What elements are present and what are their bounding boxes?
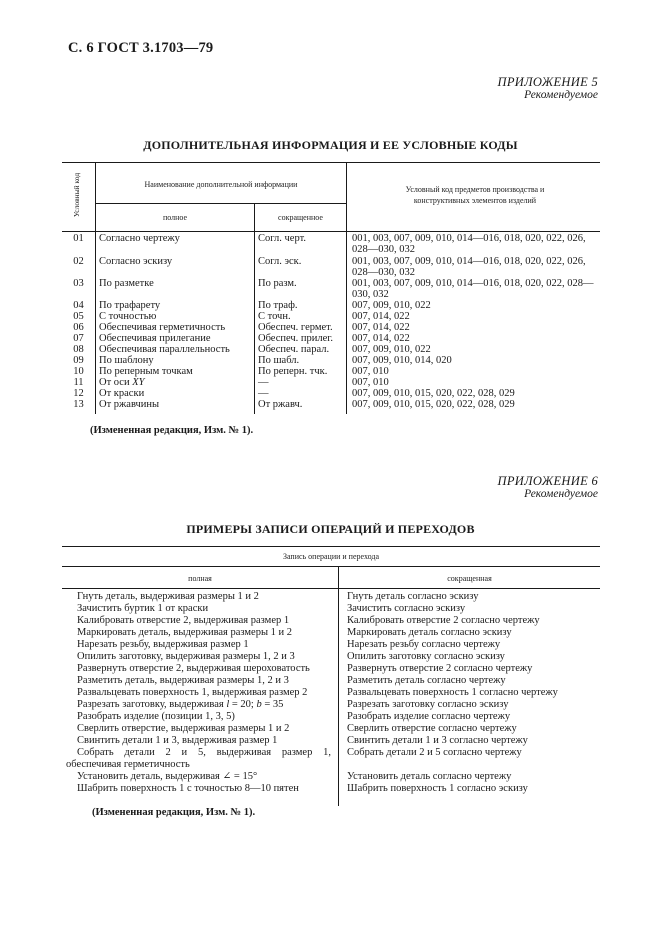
row-full: Нарезать резьбу, выдерживая размер 1 [77,639,249,650]
row-full: Сверлить отверстие, выдерживая размеры 1 и 2 [77,723,290,734]
row-short: Обеспеч. гермет. [258,322,333,333]
appendix-5-label-block [498,76,598,102]
row-short: Разметить деталь согласно чертежу [347,675,506,686]
table2-col-short: сокращенная [447,574,492,583]
row-full: Шабрить поверхность 1 с точностью 8—10 пятен [77,783,299,794]
appendix-5-status: Рекомендуемое [524,89,598,101]
row-full-continued: обеспечивая герметичность [66,759,190,770]
row-short: С точн. [258,311,291,322]
row-full: По трафарету [99,300,161,311]
row-code: 02 [73,256,84,267]
table2-vline [338,566,339,806]
row-full: Обеспечивая прилегание [99,333,211,344]
row-items: 001, 003, 007, 009, 010, 014—016, 018, 020, 022, 026, 028—030, 032 [352,233,586,255]
row-items: 007, 014, 022 [352,322,410,333]
appendix-6-label: ПРИЛОЖЕНИЕ 6 [497,474,598,488]
appendix-6-status: Рекомендуемое [524,488,598,500]
table2-note: (Измененная редакция, Изм. № 1). [92,807,256,818]
row-full: Обеспечивая параллельность [99,344,230,355]
appendix-5-label: ПРИЛОЖЕНИЕ 5 [497,75,598,89]
row-full: Согласно эскизу [99,256,173,267]
row-full: Калибровать отверстие 2, выдерживая размер 1 [77,615,290,626]
row-full: Развернуть отверстие 2, выдерживая шероховатость [77,663,310,674]
table1-col-name: Наименование дополнительной информации [144,180,298,189]
row-short: Установить деталь согласно чертежу [347,771,512,782]
row-items: 007, 014, 022 [352,333,410,344]
row-short: Опилить заготовку согласно эскизу [347,651,505,662]
row-short: — [258,377,269,388]
table2-header-rule [62,588,600,589]
row-short: Сверлить отверстие согласно чертежу [347,723,517,734]
row-short: По шабл. [258,355,300,366]
table1-vline-2 [254,203,255,414]
row-full: С точностью [99,311,157,322]
row-items: 007, 009, 010, 022 [352,300,431,311]
table2-title: ПРИМЕРЫ ЗАПИСИ ОПЕРАЦИЙ И ПЕРЕХОДОВ [186,522,475,536]
row-short: Согл. эск. [258,256,302,267]
row-code: 12 [73,388,84,399]
table1-subheader-rule [95,203,346,204]
row-items: 007, 009, 010, 015, 020, 022, 028, 029 [352,388,515,399]
row-short: Обеспеч. прилег. [258,333,334,344]
table2-col-group: Запись операции и перехода [282,552,380,561]
page-header: С. 6 ГОСТ 3.1703—79 [68,40,214,56]
row-full: Разрезать заготовку, выдерживая l = 20; b = 35 [77,699,284,710]
row-items: 007, 010 [352,366,389,377]
row-code: 11 [73,377,84,388]
row-code: 10 [73,366,84,377]
row-items: 007, 010 [352,377,389,388]
row-short: Согл. черт. [258,233,306,244]
row-short: Зачистить согласно эскизу [347,603,466,614]
row-code: 08 [73,344,84,355]
row-full: Развальцевать поверхность 1, выдерживая размер 2 [77,687,308,698]
row-short: По траф. [258,300,298,311]
table1-vline-1 [95,162,96,414]
row-code: 13 [73,399,84,410]
row-short: Маркировать деталь согласно эскизу [347,627,512,638]
row-short: Свинтить детали 1 и 3 согласно чертежу [347,735,528,746]
table1-header-rule [62,231,600,232]
row-full: Опилить заготовку, выдерживая размеры 1, 2 и 3 [77,651,295,662]
table1-top-rule [62,162,600,163]
row-code: 04 [73,300,84,311]
row-short: Нарезать резьбу согласно чертежу [347,639,501,650]
row-items: 007, 009, 010, 014, 020 [352,355,452,366]
row-short: Гнуть деталь согласно эскизу [347,591,479,602]
row-code: 01 [73,233,84,244]
table1-col-full: полное [162,213,188,222]
row-full: Обеспечивая герметичность [99,322,226,333]
row-code: 06 [73,322,84,333]
row-short: Разрезать заготовку согласно эскизу [347,699,509,710]
row-full: Собрать детали 2 и 5, выдерживая размер 1, [77,747,331,758]
row-short: Разобрать изделие согласно чертежу [347,711,511,722]
row-short: Калибровать отверстие 2 согласно чертежу [347,615,540,626]
row-full: Свинтить детали 1 и 3, выдерживая размер 1 [77,735,278,746]
table1-col-short: сокращенное [278,213,323,222]
row-items: 007, 009, 010, 015, 020, 022, 028, 029 [352,399,515,410]
row-full: Согласно чертежу [99,233,180,244]
table1-vline-3 [346,162,347,414]
row-full: Гнуть деталь, выдерживая размеры 1 и 2 [77,591,259,602]
row-full: От ржавчины [99,399,160,410]
row-short: По реперн. тчк. [258,366,328,377]
table2-col-full: полная [188,574,212,583]
row-short: — [258,388,269,399]
row-full: По реперным точкам [99,366,193,377]
row-full: Зачистить буртик 1 от краски [77,603,209,614]
row-full: Разобрать изделие (позиции 1, 3, 5) [77,711,235,722]
row-full: По разметке [99,278,154,289]
row-code: 07 [73,333,84,344]
row-items: 001, 003, 007, 009, 010, 014—016, 018, 020, 022, 028—030, 032 [352,278,594,300]
row-full: Маркировать деталь, выдерживая размеры 1 и 2 [77,627,293,638]
appendix-6-label-block [498,475,598,501]
row-items: 007, 009, 010, 022 [352,344,431,355]
table2-group-rule [62,566,600,567]
table1-col-code: Условный код [72,172,82,218]
row-short: Развальцевать поверхность 1 согласно чертежу [347,687,558,698]
row-full: От краски [99,388,145,399]
table2-top-rule [62,546,600,547]
row-full: Установить деталь, выдерживая ∠ = 15° [77,771,258,782]
row-short: Собрать детали 2 и 5 согласно чертежу [347,747,522,758]
row-code: 05 [73,311,84,322]
row-short: Обеспеч. парал. [258,344,330,355]
row-code: 09 [73,355,84,366]
row-full: По шаблону [99,355,154,366]
row-full: От оси XY [99,377,145,388]
row-short: Шабрить поверхность 1 согласно эскизу [347,783,528,794]
row-short: Развернуть отверстие 2 согласно чертежу [347,663,533,674]
row-full: Разметить деталь, выдерживая размеры 1, 2 и 3 [77,675,289,686]
row-items: 007, 014, 022 [352,311,410,322]
row-code: 03 [73,278,84,289]
table1-title: ДОПОЛНИТЕЛЬНАЯ ИНФОРМАЦИЯ И ЕЕ УСЛОВНЫЕ КОДЫ [143,138,518,152]
row-short: От ржавч. [258,399,303,410]
row-items: 001, 003, 007, 009, 010, 014—016, 018, 020, 022, 026, 028—030, 032 [352,256,586,278]
table1-note: (Измененная редакция, Изм. № 1). [90,425,254,436]
table1-col-items: Условный код предметов производства и конструктивных элементов изделий [405,185,545,205]
row-short: По разм. [258,278,297,289]
